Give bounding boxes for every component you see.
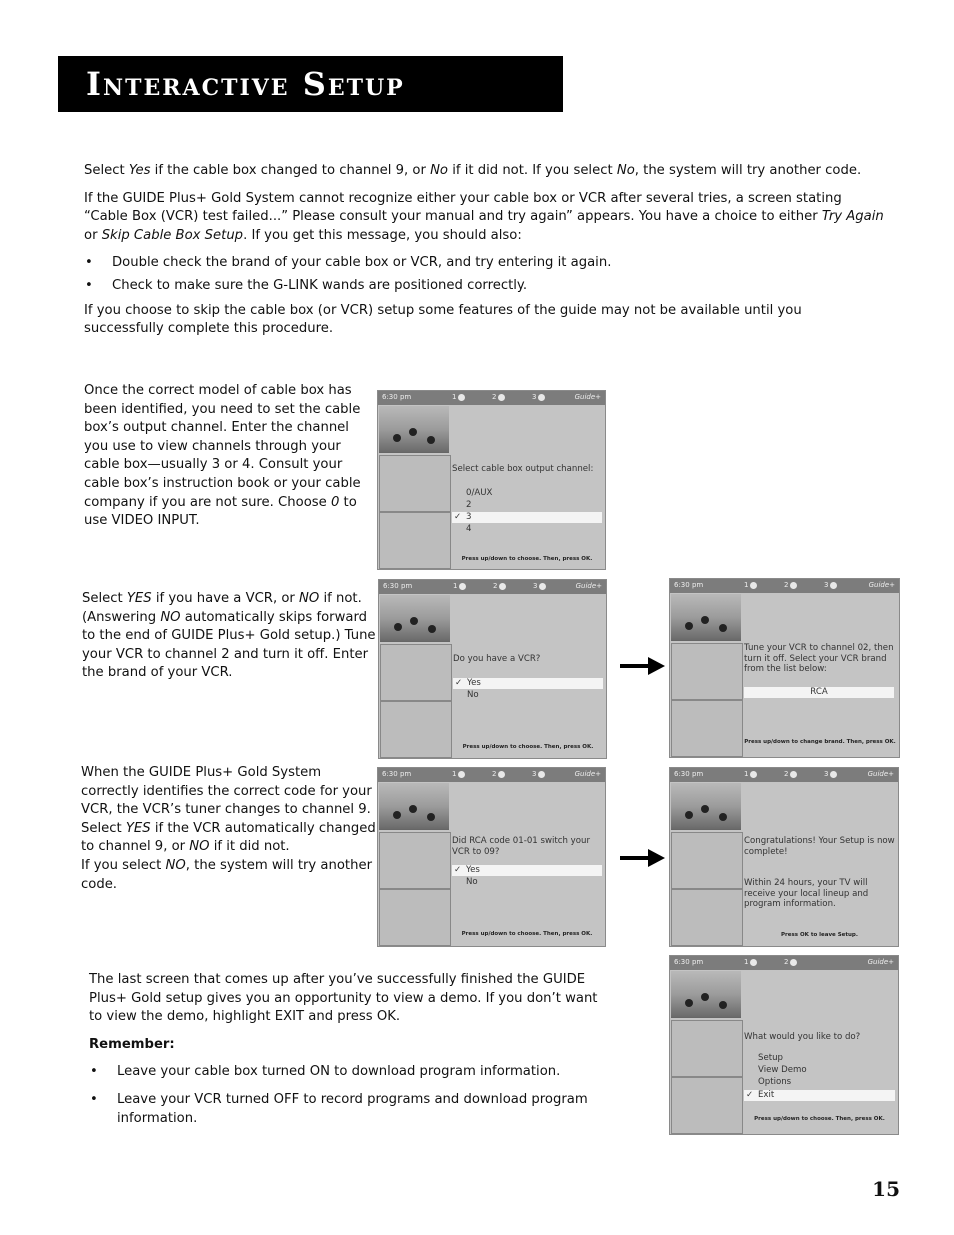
- screen-question: Select cable box output channel:: [452, 464, 594, 474]
- page-header-bar: [58, 56, 563, 112]
- ad-panel-2: [380, 701, 452, 758]
- screen-question: Did RCA code 01-01 switch your VCR to 09?: [452, 836, 590, 857]
- ad-panel-2: [379, 512, 451, 569]
- video-thumbnail: [671, 594, 741, 641]
- screen-vcr-brand: [669, 578, 900, 758]
- intro-paragraph-2: If the GUIDE Plus+ Gold System cannot recognize either your cable box or VCR after several tries, a screen stating “Cable Box (VCR) test failed...” Please consult your manual and try again” appears. You have a choice to either Try Again or Skip Cable Box Setup. If you get this message, you should also:: [84, 190, 884, 243]
- screen-cable-output-channel: [377, 390, 606, 570]
- intro-paragraph-3: If you choose to skip the cable box (or VCR) setup some features of the guide may not be available until you successfully complete this procedure.: [84, 302, 802, 337]
- option-item: View Demo: [758, 1065, 807, 1075]
- check-icon: ✓: [455, 678, 463, 688]
- screen-footer: Press up/down to change brand. Then, press OK.: [744, 739, 896, 745]
- channel-1: 1: [452, 393, 465, 401]
- screen-have-vcr: [378, 579, 607, 759]
- section-vcr-code-text: When the GUIDE Plus+ Gold System correctly identifies the correct code for your VCR, the VCR’s tuner changes to channel 9. Select YES if the VCR automatically changed to channel 9, or NO if it did not. If you select NO, the system will try another code.: [81, 765, 376, 892]
- ad-panel-2: [671, 889, 743, 946]
- option-item: No: [467, 690, 479, 700]
- option-item-selected: ✓ Exit: [744, 1090, 895, 1101]
- list-item: • Leave your VCR turned OFF to record programs and download program information.: [117, 1091, 609, 1128]
- channel-3: 3: [532, 770, 545, 778]
- ad-panel-1: [671, 1020, 743, 1077]
- screen-time: 6:30 pm: [674, 958, 704, 966]
- video-thumbnail: [379, 783, 449, 830]
- option-item-selected: ✓ 3: [452, 512, 602, 523]
- screen-message: Congratulations! Your Setup is now complete!: [744, 836, 895, 857]
- page-number: 15: [872, 1177, 900, 1201]
- guide-logo: Guide+: [867, 958, 894, 966]
- channel-2: 2: [493, 582, 506, 590]
- guide-logo: Guide+: [574, 770, 601, 778]
- final-section: [89, 971, 609, 1137]
- screen-content: [453, 600, 603, 758]
- section-vcr-text: Select YES if you have a VCR, or NO if not. (Answering NO automatically skips forward to the end of GUIDE Plus+ Gold setup.) Tune your VCR to channel 2 and turn it off. Enter the brand of your VCR.: [82, 591, 376, 681]
- final-paragraph: The last screen that comes up after you’ve successfully finished the GUIDE Plus+ Gold setup gives you an opportunity to view a demo. If you don’t want to view the demo, highlight EXIT and press OK.: [89, 972, 598, 1025]
- guide-logo: Guide+: [868, 581, 895, 589]
- channel-3: 3: [824, 581, 837, 589]
- page-title: Interactive Setup: [86, 65, 405, 103]
- guide-logo: Guide+: [574, 393, 601, 401]
- channel-3: 3: [533, 582, 546, 590]
- screen-content: [744, 599, 896, 757]
- ad-panel-2: [671, 700, 743, 757]
- screen-top-bar: [670, 768, 898, 782]
- screen-footer: Press up/down to choose. Then, press OK.: [754, 1116, 885, 1122]
- channel-2: 2: [492, 770, 505, 778]
- list-item: • Check to make sure the G-LINK wands are positioned correctly.: [112, 277, 884, 296]
- video-thumbnail: [671, 783, 741, 830]
- list-item: • Leave your cable box turned ON to download program information.: [117, 1063, 609, 1082]
- screen-time: 6:30 pm: [674, 581, 704, 589]
- screen-top-bar: [379, 580, 606, 594]
- intro-bullet-list: [84, 254, 884, 295]
- ad-panel-1: [671, 832, 743, 889]
- screen-footer: Press up/down to choose. Then, press OK.: [461, 931, 593, 937]
- screen-content: [452, 411, 602, 569]
- screen-question: Tune your VCR to channel 02, then turn it off. Select your VCR brand from the list below:: [744, 643, 894, 674]
- guide-logo: Guide+: [575, 582, 602, 590]
- screen-content: [744, 976, 895, 1134]
- screen-top-bar: [670, 956, 898, 970]
- vcr-brand-field: RCA: [744, 687, 894, 698]
- intro-section: [84, 162, 884, 348]
- screen-time: 6:30 pm: [382, 770, 412, 778]
- option-item: Options: [758, 1077, 792, 1087]
- channel-1: 1: [744, 770, 757, 778]
- channel-2: 2: [784, 770, 797, 778]
- arrow-right-icon: [620, 848, 666, 868]
- option-item-selected: ✓ Yes: [453, 678, 603, 689]
- screen-footer: Press OK to leave Setup.: [781, 932, 858, 938]
- channel-1: 1: [744, 958, 757, 966]
- screen-footer: Press up/down to choose. Then, press OK.: [462, 744, 594, 750]
- channel-3: 3: [532, 393, 545, 401]
- screen-top-bar: [670, 579, 899, 593]
- ad-panel-1: [379, 832, 451, 889]
- guide-logo: Guide+: [867, 770, 894, 778]
- channel-2: 2: [784, 581, 797, 589]
- option-item: Setup: [758, 1053, 784, 1063]
- screen-main-menu: [669, 955, 899, 1135]
- remember-bullet-list: [89, 1063, 609, 1128]
- screen-time: 6:30 pm: [383, 582, 413, 590]
- screen-vcr-code-check: [377, 767, 606, 947]
- ad-panel-2: [379, 889, 451, 946]
- video-thumbnail: [671, 971, 741, 1018]
- arrow-right-icon: [620, 656, 666, 676]
- video-thumbnail: [380, 595, 450, 642]
- intro-paragraph-1: Select Yes if the cable box changed to channel 9, or No if it did not. If you select No, the system will try another code.: [84, 163, 862, 178]
- ad-panel-2: [671, 1077, 743, 1134]
- screen-content: [744, 788, 895, 946]
- check-icon: ✓: [746, 1090, 754, 1100]
- screen-time: 6:30 pm: [382, 393, 412, 401]
- ad-panel-1: [380, 644, 452, 701]
- screen-content: [452, 788, 602, 946]
- option-item: 2: [466, 500, 472, 510]
- option-item: 0/AUX: [466, 488, 493, 498]
- screen-question: What would you like to do?: [744, 1032, 861, 1042]
- option-item-selected: ✓ Yes: [452, 865, 602, 876]
- list-item: • Double check the brand of your cable box or VCR, and try entering it again.: [112, 254, 884, 273]
- screen-message-2: Within 24 hours, your TV will receive your local lineup and program information.: [744, 878, 869, 909]
- check-icon: ✓: [454, 512, 462, 522]
- channel-1: 1: [744, 581, 757, 589]
- screen-time: 6:30 pm: [674, 770, 704, 778]
- section-output-channel-text: Once the correct model of cable box has been identified, you need to set the cable box’s output channel. Enter the channel you use to view channels through your cable box—usually 3 or 4. Consult your cable box’s instruction book or your cable company if you are not sure. Choose 0 to use VIDEO INPUT.: [84, 383, 361, 529]
- ad-panel-1: [379, 455, 451, 512]
- remember-heading: Remember:: [89, 1036, 175, 1052]
- screen-footer: Press up/down to choose. Then, press OK.: [461, 556, 593, 562]
- video-thumbnail: [379, 406, 449, 453]
- channel-2: 2: [784, 958, 797, 966]
- check-icon: ✓: [454, 865, 462, 875]
- screen-top-bar: [378, 391, 605, 405]
- ad-panel-1: [671, 643, 743, 700]
- channel-2: 2: [492, 393, 505, 401]
- channel-1: 1: [452, 770, 465, 778]
- channel-3: 3: [824, 770, 837, 778]
- screen-setup-complete: [669, 767, 899, 947]
- screen-question: Do you have a VCR?: [453, 654, 541, 664]
- channel-1: 1: [453, 582, 466, 590]
- option-item: 4: [466, 524, 472, 534]
- option-item: No: [466, 877, 478, 887]
- screen-top-bar: [378, 768, 605, 782]
